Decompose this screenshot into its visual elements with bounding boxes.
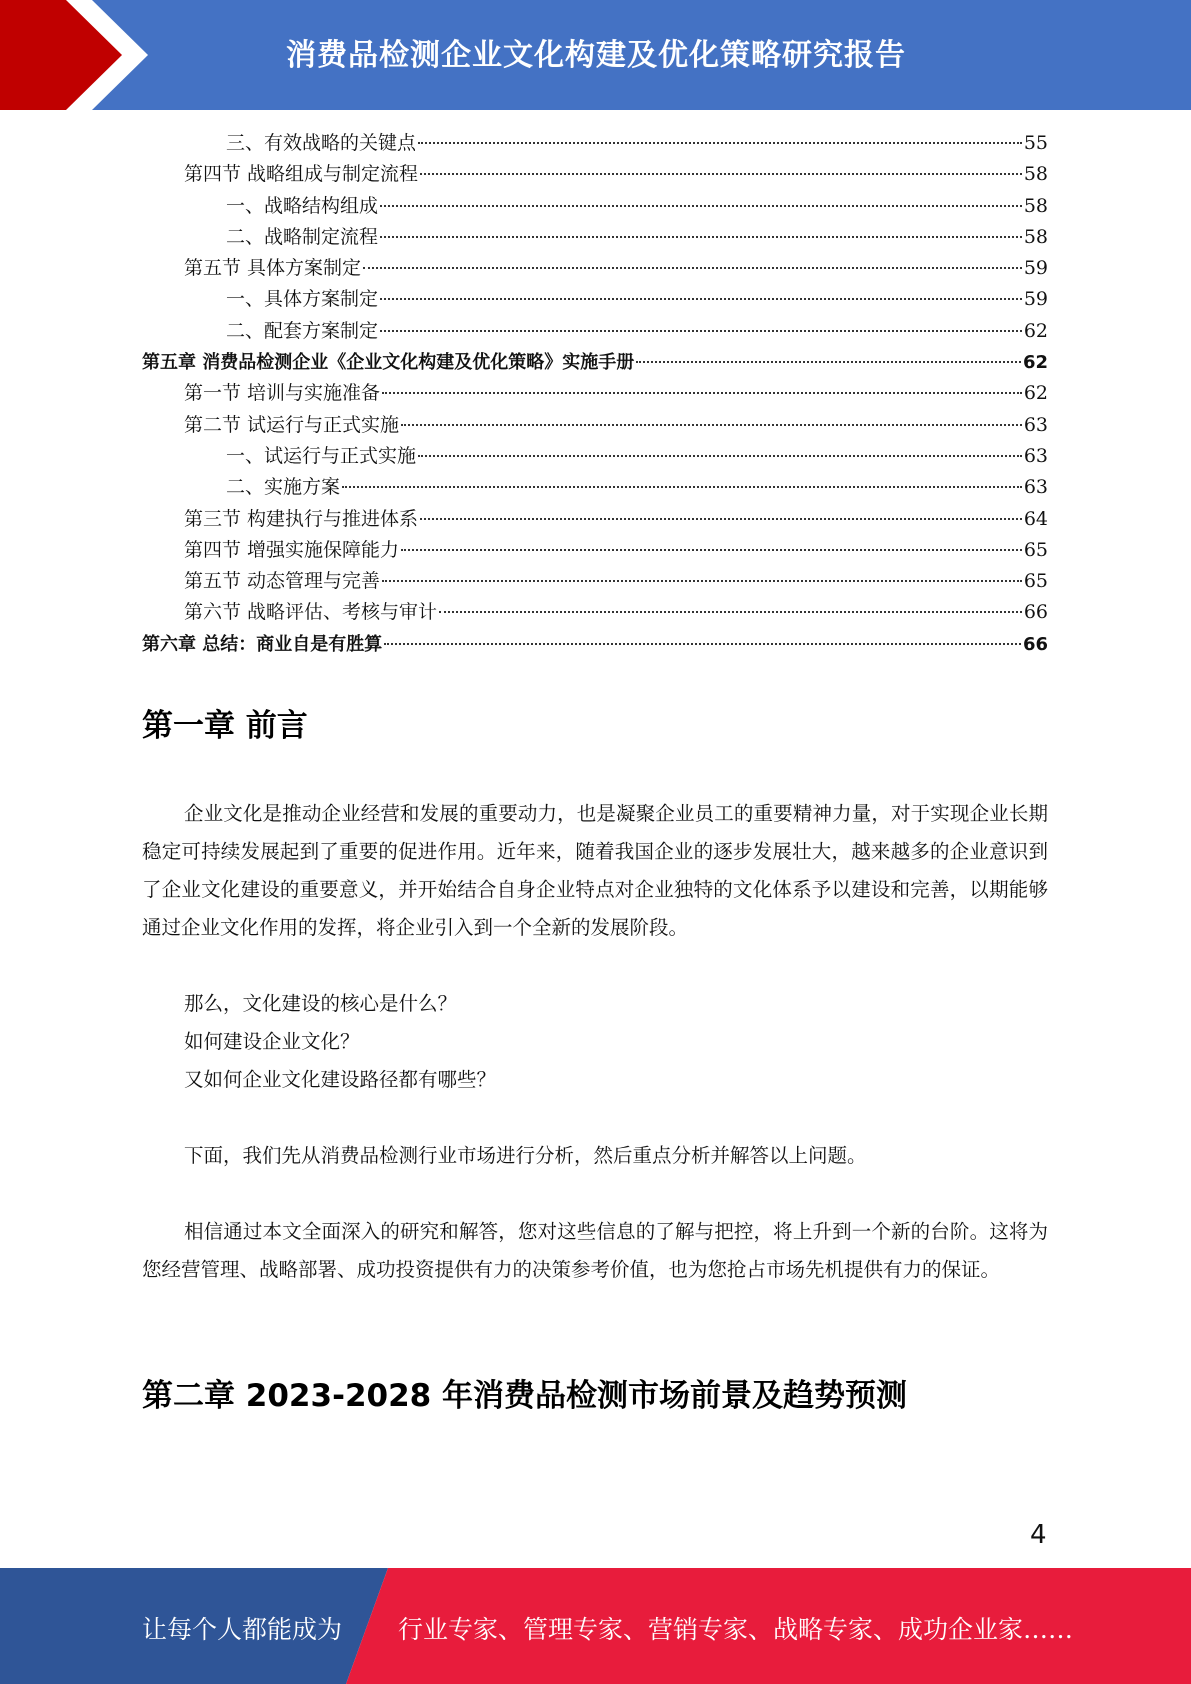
toc-entry-page: 62 bbox=[1023, 382, 1048, 405]
toc-entry[interactable] bbox=[142, 597, 1048, 628]
toc-entry-title: 第一节 培训与实施准备 bbox=[184, 382, 381, 405]
chapter-1-paragraph-3: 相信通过本文全面深入的研究和解答，您对这些信息的了解与把控，将上升到一个新的台阶。这将为您经营管理、战略部署、成功投资提供有力的决策参考价值，也为您抢占市场先机提供有力的保证。 bbox=[142, 1220, 1048, 1281]
question-3: 又如何企业文化建设路径都有哪些？ bbox=[184, 1068, 497, 1091]
toc-entry-page: 63 bbox=[1023, 413, 1048, 436]
toc-entry[interactable] bbox=[142, 629, 1048, 660]
toc-entry-page: 64 bbox=[1023, 507, 1048, 530]
table-of-contents bbox=[142, 128, 1048, 660]
toc-entry[interactable] bbox=[142, 410, 1048, 441]
toc-leader-dots bbox=[418, 454, 1022, 457]
toc-entry[interactable] bbox=[142, 472, 1048, 503]
footer-slogan-right: 行业专家、管理专家、营销专家、战略专家、成功企业家…… bbox=[398, 1615, 1074, 1644]
toc-leader-dots bbox=[380, 235, 1022, 238]
toc-entry[interactable] bbox=[142, 191, 1048, 222]
toc-leader-dots bbox=[418, 141, 1022, 144]
toc-entry-title: 二、实施方案 bbox=[226, 476, 341, 499]
toc-entry-title: 第四节 战略组成与制定流程 bbox=[184, 163, 419, 186]
toc-leader-dots bbox=[380, 329, 1022, 332]
toc-entry-page: 58 bbox=[1023, 225, 1048, 248]
toc-entry-page: 66 bbox=[1022, 633, 1048, 655]
toc-entry-page: 66 bbox=[1023, 601, 1048, 624]
toc-entry[interactable] bbox=[142, 535, 1048, 566]
toc-entry-page: 55 bbox=[1023, 132, 1048, 154]
chapter-1-paragraph-1: 企业文化是推动企业经营和发展的重要动力，也是凝聚企业员工的重要精神力量，对于实现企业长期稳定可持续发展起到了重要的促进作用。近年来，随着我国企业的逐步发展壮大，越来越多的企业意识到了企业文化建设的重要意义，并开始结合自身企业特点对企业独特的文化体系予以建设和完善，以期能够通过企业文化作用的发挥，将企业引入到一个全新的发展阶段。 bbox=[142, 802, 1048, 939]
toc-entry-title: 一、具体方案制定 bbox=[226, 288, 379, 311]
toc-leader-dots bbox=[401, 423, 1022, 426]
toc-leader-dots bbox=[382, 391, 1022, 394]
toc-entry[interactable] bbox=[142, 347, 1048, 378]
toc-entry-page: 62 bbox=[1023, 319, 1048, 342]
toc-entry-title: 第五节 具体方案制定 bbox=[184, 257, 362, 280]
toc-leader-dots bbox=[384, 642, 1021, 645]
toc-entry-title: 第六节 战略评估、考核与审计 bbox=[184, 601, 438, 624]
toc-entry[interactable] bbox=[142, 128, 1048, 159]
toc-entry-page: 62 bbox=[1022, 352, 1048, 374]
toc-entry[interactable] bbox=[142, 316, 1048, 347]
toc-entry-title: 第二节 试运行与正式实施 bbox=[184, 413, 400, 436]
toc-entry-title: 二、配套方案制定 bbox=[226, 319, 379, 342]
toc-entry-page: 58 bbox=[1023, 194, 1048, 217]
toc-entry[interactable] bbox=[142, 284, 1048, 315]
toc-entry-page: 63 bbox=[1023, 476, 1048, 499]
toc-entry-title: 一、试运行与正式实施 bbox=[226, 444, 417, 467]
toc-leader-dots bbox=[420, 172, 1022, 175]
question-2: 如何建设企业文化？ bbox=[184, 1030, 360, 1053]
toc-entry[interactable] bbox=[142, 159, 1048, 190]
toc-entry[interactable] bbox=[142, 566, 1048, 597]
toc-entry[interactable] bbox=[142, 504, 1048, 535]
toc-entry[interactable] bbox=[142, 378, 1048, 409]
toc-entry-title: 一、战略结构组成 bbox=[226, 194, 379, 217]
toc-entry-title: 第六章 总结：商业自是有胜算 bbox=[142, 633, 383, 655]
page-number: 4 bbox=[1030, 1520, 1047, 1550]
toc-leader-dots bbox=[380, 297, 1022, 300]
toc-entry-title: 第五章 消费品检测企业《企业文化构建及优化策略》实施手册 bbox=[142, 352, 635, 374]
toc-leader-dots bbox=[382, 579, 1022, 582]
toc-leader-dots bbox=[401, 548, 1022, 551]
header-arrow-icon bbox=[0, 0, 150, 110]
toc-entry-page: 59 bbox=[1023, 257, 1048, 280]
toc-entry[interactable] bbox=[142, 253, 1048, 284]
toc-leader-dots bbox=[363, 266, 1022, 269]
toc-entry-title: 第五节 动态管理与完善 bbox=[184, 570, 381, 593]
toc-entry[interactable] bbox=[142, 222, 1048, 253]
toc-entry-page: 65 bbox=[1023, 570, 1048, 593]
toc-entry[interactable] bbox=[142, 441, 1048, 472]
toc-leader-dots bbox=[342, 485, 1022, 488]
toc-entry-page: 65 bbox=[1023, 538, 1048, 561]
toc-entry-title: 二、战略制定流程 bbox=[226, 225, 379, 248]
chapter-2-heading: 第二章 2023-2028 年消费品检测市场前景及趋势预测 bbox=[142, 1378, 908, 1414]
report-title: 消费品检测企业文化构建及优化策略研究报告 bbox=[286, 38, 906, 73]
chapter-1-paragraph-2: 下面，我们先从消费品检测行业市场进行分析，然后重点分析并解答以上问题。 bbox=[184, 1144, 867, 1167]
footer-band bbox=[0, 1568, 1191, 1684]
toc-leader-dots bbox=[380, 204, 1022, 207]
toc-leader-dots bbox=[636, 360, 1021, 363]
toc-leader-dots bbox=[439, 610, 1022, 613]
footer-slogan-left: 让每个人都能成为 bbox=[142, 1615, 343, 1644]
toc-entry-title: 第三节 构建执行与推进体系 bbox=[184, 507, 419, 530]
toc-entry-page: 63 bbox=[1023, 444, 1048, 467]
chapter-1-heading: 第一章 前言 bbox=[142, 708, 308, 744]
toc-entry-page: 58 bbox=[1023, 163, 1048, 186]
header-band bbox=[0, 0, 1191, 110]
toc-leader-dots bbox=[420, 517, 1022, 520]
toc-entry-title: 第四节 增强实施保障能力 bbox=[184, 538, 400, 561]
toc-entry-page: 59 bbox=[1023, 288, 1048, 311]
toc-entry-title: 三、有效战略的关键点 bbox=[226, 132, 417, 154]
question-1: 那么，文化建设的核心是什么？ bbox=[184, 992, 458, 1015]
